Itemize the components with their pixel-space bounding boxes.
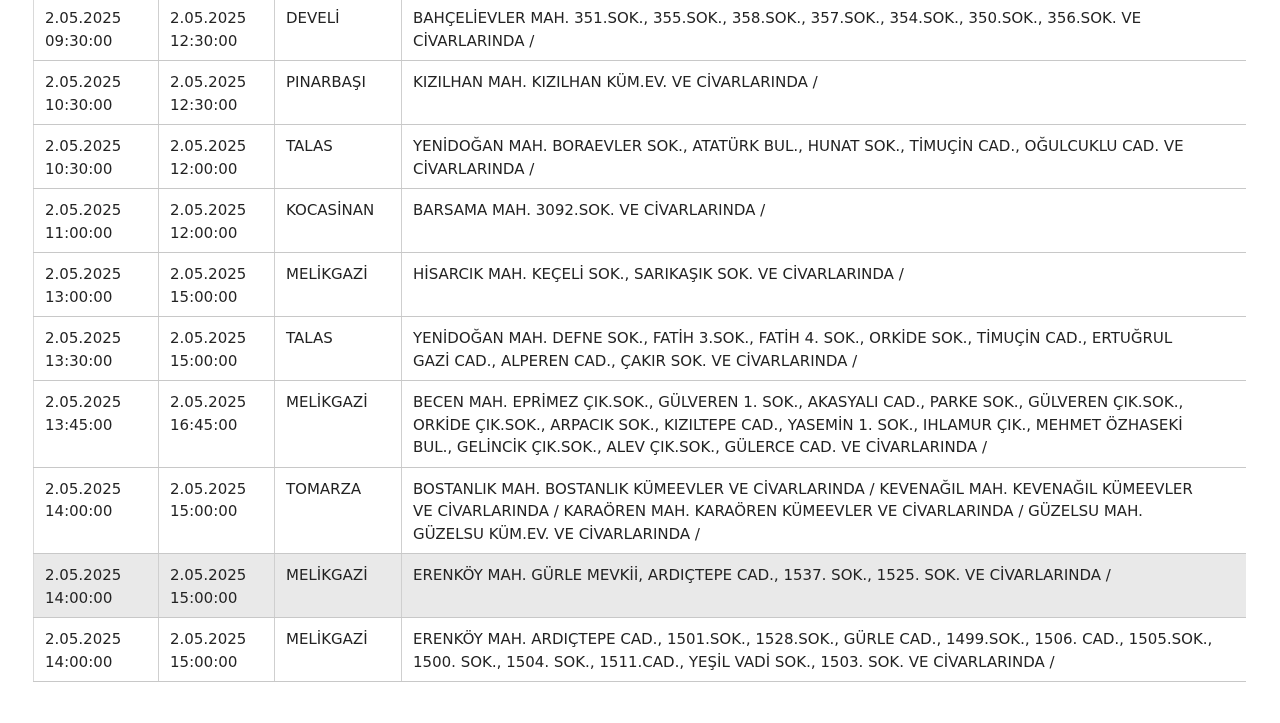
start-cell <box>34 0 159 61</box>
end-time: 15:00:00 <box>170 502 238 520</box>
district-cell <box>275 125 402 189</box>
end-cell <box>159 189 275 253</box>
district-name: TOMARZA <box>286 479 362 498</box>
address-line: BOSTANLIK MAH. BOSTANLIK KÜMEEVLER VE CİVARLARINDA / KEVENAĞIL MAH. KEVENAĞIL KÜMEEVLER <box>413 479 1193 498</box>
start-date: 2.05.2025 <box>45 265 122 283</box>
district-name: MELİKGAZİ <box>286 630 368 648</box>
start-cell <box>34 125 159 189</box>
end-date: 2.05.2025 <box>170 630 247 648</box>
start-time: 14:00:00 <box>45 652 113 671</box>
end-cell <box>159 253 275 317</box>
start-time: 14:00:00 <box>45 502 113 520</box>
district-name: PINARBAŞI <box>286 73 366 91</box>
end-cell <box>159 317 275 381</box>
end-date: 2.05.2025 <box>170 479 247 498</box>
address-line: GAZİ CAD., ALPEREN CAD., ÇAKIR SOK. VE CİVARLARINDA / <box>413 351 858 370</box>
table-row <box>34 253 1247 317</box>
end-cell <box>159 381 275 468</box>
district-cell <box>275 61 402 125</box>
table-row <box>34 189 1247 253</box>
start-cell <box>34 467 159 554</box>
district-name: TALAS <box>286 137 333 155</box>
end-cell <box>159 125 275 189</box>
end-cell <box>159 61 275 125</box>
start-date: 2.05.2025 <box>45 566 122 584</box>
district-cell <box>275 0 402 61</box>
end-time: 15:00:00 <box>170 351 238 370</box>
start-time: 10:30:00 <box>45 95 113 114</box>
end-date: 2.05.2025 <box>170 329 247 347</box>
start-date: 2.05.2025 <box>45 201 122 219</box>
end-date: 2.05.2025 <box>170 9 247 27</box>
district-cell <box>275 317 402 381</box>
address-cell <box>402 618 1247 682</box>
start-cell <box>34 189 159 253</box>
end-cell <box>159 618 275 682</box>
end-date: 2.05.2025 <box>170 393 247 411</box>
address-line: 1500. SOK., 1504. SOK., 1511.CAD., YEŞİL VADİ SOK., 1503. SOK. VE CİVARLARINDA / <box>413 652 1055 671</box>
district-name: KOCASİNAN <box>286 201 375 219</box>
address-cell <box>402 189 1247 253</box>
address-line: GÜZELSU KÜM.EV. VE CİVARLARINDA / <box>413 524 700 543</box>
end-time: 12:00:00 <box>170 223 238 242</box>
address-cell <box>402 467 1247 554</box>
end-cell <box>159 554 275 618</box>
address-line: BECEN MAH. EPRİMEZ ÇIK.SOK., GÜLVEREN 1. SOK., AKASYALI CAD., PARKE SOK., GÜLVEREN ÇIK.SOK., <box>413 393 1184 411</box>
start-cell <box>34 317 159 381</box>
table-row <box>34 554 1247 618</box>
start-time: 14:00:00 <box>45 588 113 607</box>
address-line: BAHÇELİEVLER MAH. 351.SOK., 355.SOK., 358.SOK., 357.SOK., 354.SOK., 350.SOK., 356.SOK. VE <box>413 9 1142 27</box>
district-cell <box>275 554 402 618</box>
table-row <box>34 467 1247 554</box>
end-cell <box>159 0 275 61</box>
end-time: 15:00:00 <box>170 287 238 306</box>
start-cell <box>34 554 159 618</box>
district-name: DEVELİ <box>286 9 340 27</box>
start-time: 13:00:00 <box>45 287 113 306</box>
address-line: ERENKÖY MAH. GÜRLE MEVKİİ, ARDIÇTEPE CAD., 1537. SOK., 1525. SOK. VE CİVARLARINDA / <box>413 566 1111 584</box>
table-row <box>34 0 1247 61</box>
start-time: 10:30:00 <box>45 159 113 178</box>
start-date: 2.05.2025 <box>45 9 122 27</box>
district-name: MELİKGAZİ <box>286 265 368 283</box>
district-name: MELİKGAZİ <box>286 393 368 411</box>
start-date: 2.05.2025 <box>45 73 122 91</box>
end-time: 15:00:00 <box>170 588 238 607</box>
end-time: 12:00:00 <box>170 159 238 178</box>
district-cell <box>275 381 402 468</box>
end-date: 2.05.2025 <box>170 265 247 283</box>
district-cell <box>275 253 402 317</box>
end-date: 2.05.2025 <box>170 566 247 584</box>
address-line: VE CİVARLARINDA / KARAÖREN MAH. KARAÖREN KÜMEEVLER VE CİVARLARINDA / GÜZELSU MAH. <box>413 502 1143 520</box>
start-date: 2.05.2025 <box>45 393 122 411</box>
address-line: ERENKÖY MAH. ARDIÇTEPE CAD., 1501.SOK., 1528.SOK., GÜRLE CAD., 1499.SOK., 1506. CAD., 1505.SOK., <box>413 630 1213 648</box>
power-outage-table <box>33 0 1246 682</box>
address-line: BUL., GELİNCİK ÇIK.SOK., ALEV ÇIK.SOK., GÜLERCE CAD. VE CİVARLARINDA / <box>413 438 988 456</box>
end-cell <box>159 467 275 554</box>
address-line: HİSARCIK MAH. KEÇELİ SOK., SARIKAŞIK SOK. VE CİVARLARINDA / <box>413 265 904 283</box>
address-line: CİVARLARINDA / <box>413 159 535 178</box>
table-row <box>34 618 1247 682</box>
address-cell <box>402 61 1247 125</box>
start-time: 09:30:00 <box>45 31 113 50</box>
address-cell <box>402 381 1247 468</box>
address-cell <box>402 125 1247 189</box>
start-date: 2.05.2025 <box>45 137 122 155</box>
end-time: 16:45:00 <box>170 415 238 434</box>
start-cell <box>34 253 159 317</box>
end-time: 15:00:00 <box>170 652 238 671</box>
district-cell <box>275 189 402 253</box>
address-line: CİVARLARINDA / <box>413 31 535 50</box>
address-line: YENİDOĞAN MAH. DEFNE SOK., FATİH 3.SOK., FATİH 4. SOK., ORKİDE SOK., TİMUÇİN CAD., ERTUĞRUL <box>413 329 1173 347</box>
address-cell <box>402 253 1247 317</box>
table-row <box>34 381 1247 468</box>
district-name: TALAS <box>286 329 333 347</box>
table-row <box>34 125 1247 189</box>
end-date: 2.05.2025 <box>170 137 247 155</box>
address-cell <box>402 317 1247 381</box>
address-cell <box>402 554 1247 618</box>
start-time: 13:30:00 <box>45 351 113 370</box>
start-cell <box>34 618 159 682</box>
end-time: 12:30:00 <box>170 95 238 114</box>
start-cell <box>34 61 159 125</box>
table-row <box>34 61 1247 125</box>
address-line: BARSAMA MAH. 3092.SOK. VE CİVARLARINDA / <box>413 201 766 219</box>
start-date: 2.05.2025 <box>45 479 122 498</box>
address-line: KIZILHAN MAH. KIZILHAN KÜM.EV. VE CİVARLARINDA / <box>413 73 818 91</box>
start-date: 2.05.2025 <box>45 630 122 648</box>
district-cell <box>275 467 402 554</box>
district-name: MELİKGAZİ <box>286 566 368 584</box>
end-date: 2.05.2025 <box>170 73 247 91</box>
end-date: 2.05.2025 <box>170 201 247 219</box>
end-time: 12:30:00 <box>170 31 238 50</box>
outage-table-container <box>33 0 1246 723</box>
address-line: ORKİDE ÇIK.SOK., ARPACIK SOK., KIZILTEPE CAD., YASEMİN 1. SOK., IHLAMUR ÇIK., MEHMET ÖZHASEKİ <box>413 415 1183 434</box>
address-line: YENİDOĞAN MAH. BORAEVLER SOK., ATATÜRK BUL., HUNAT SOK., TİMUÇİN CAD., OĞULCUKLU CAD. VE <box>413 137 1184 155</box>
start-date: 2.05.2025 <box>45 329 122 347</box>
table-row <box>34 317 1247 381</box>
outage-table-body <box>34 0 1247 682</box>
start-cell <box>34 381 159 468</box>
address-cell <box>402 0 1247 61</box>
district-cell <box>275 618 402 682</box>
start-time: 13:45:00 <box>45 415 113 434</box>
start-time: 11:00:00 <box>45 223 113 242</box>
